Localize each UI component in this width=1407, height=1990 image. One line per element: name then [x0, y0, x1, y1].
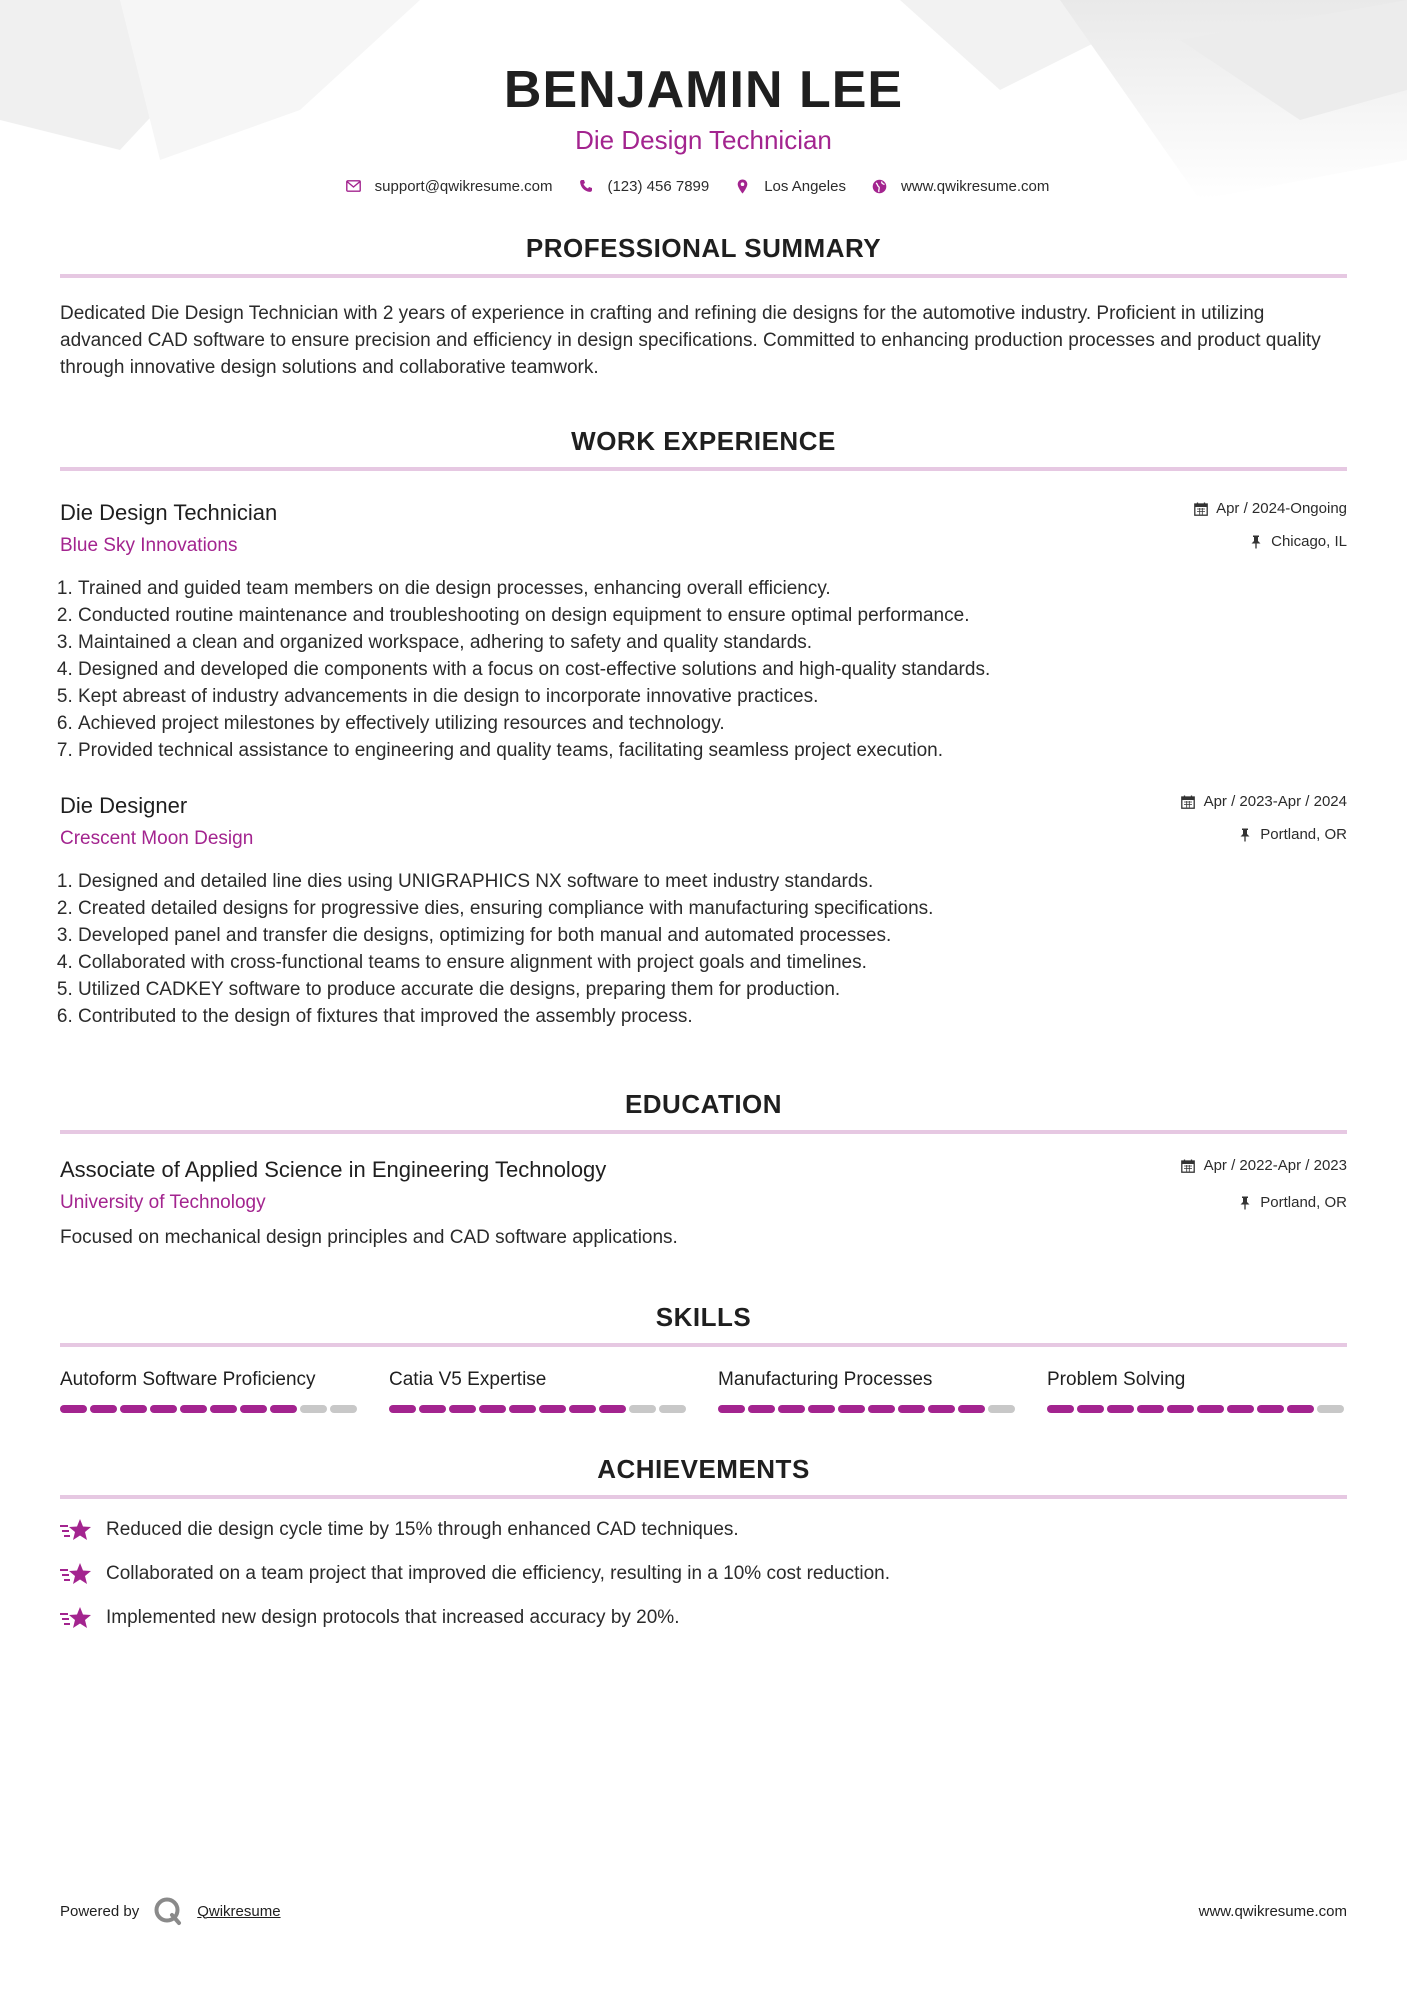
achievement-item — [60, 1605, 1347, 1631]
education-location: Portland, OR — [1260, 1194, 1347, 1211]
job-entry — [60, 792, 1347, 1030]
job-location: Chicago, IL — [1271, 533, 1347, 550]
skill-level-segment-filled — [419, 1405, 446, 1413]
skill-level-segment-filled — [1227, 1405, 1254, 1413]
skill-level-bar — [1047, 1405, 1347, 1413]
skill-level-bar — [389, 1405, 689, 1413]
contact-phone-text: (123) 456 7899 — [607, 177, 710, 195]
skill-level-segment-filled — [928, 1405, 955, 1413]
footer-website[interactable]: www.qwikresume.com — [1198, 1902, 1347, 1920]
job-dates: Apr / 2023-Apr / 2024 — [1203, 793, 1347, 810]
achievement-text: Implemented new design protocols that increased accuracy by 20%. — [106, 1607, 680, 1628]
contact-phone[interactable] — [578, 178, 709, 195]
pushpin-icon — [1237, 828, 1252, 843]
skill-level-segment-empty — [659, 1405, 686, 1413]
contact-email[interactable] — [346, 178, 553, 195]
skill-level-segment-filled — [449, 1405, 476, 1413]
skill-level-segment-filled — [389, 1405, 416, 1413]
degree-title: Associate of Applied Science in Engineering Technology — [60, 1157, 607, 1182]
list-item: 3. Developed panel and transfer die designs, optimizing for both manual and automated processes. — [78, 922, 1347, 949]
pushpin-icon — [1237, 1196, 1252, 1211]
powered-by-label: Powered by — [60, 1902, 140, 1920]
section-divider — [60, 1495, 1347, 1499]
candidate-name: BENJAMIN LEE — [503, 61, 904, 119]
skill-level-segment-filled — [958, 1405, 985, 1413]
education-dates: Apr / 2022-Apr / 2023 — [1203, 1157, 1347, 1174]
skills-section — [60, 1301, 1347, 1413]
skill-level-segment-filled — [509, 1405, 536, 1413]
summary-text: Dedicated Die Design Technician with 2 years of experience in crafting and refining die designs for the automotive industry. Proficient in utilizing advanced CAD software to ensure precision and efficiency in design specifications. Committed to enhancing production processes and product quality through innovative design solutions and collaborative teamwork. — [60, 303, 1321, 378]
skill-name: Autoform Software Proficiency — [60, 1369, 316, 1390]
skill-level-segment-filled — [838, 1405, 865, 1413]
list-item: 5. Kept abreast of industry advancements in die design to incorporate innovative practices. — [78, 683, 1347, 710]
experience-heading: WORK EXPERIENCE — [571, 426, 836, 456]
skill-item — [718, 1367, 1018, 1413]
contact-email-text: support@qwikresume.com — [374, 177, 553, 195]
skill-level-segment-empty — [330, 1405, 357, 1413]
calendar-icon — [1181, 1159, 1196, 1174]
list-item: 4. Collaborated with cross-functional teams to ensure alignment with project goals and timelines. — [78, 949, 1347, 976]
skill-level-segment-filled — [1287, 1405, 1314, 1413]
calendar-icon — [1181, 795, 1196, 810]
shooting-star-icon — [60, 1605, 92, 1631]
section-divider — [60, 1343, 1347, 1347]
skill-level-segment-filled — [539, 1405, 566, 1413]
skill-level-segment-filled — [599, 1405, 626, 1413]
job-company: Blue Sky Innovations — [60, 535, 238, 556]
skill-level-segment-empty — [300, 1405, 327, 1413]
education-section — [60, 1088, 1347, 1251]
list-item: 4. Designed and developed die components with a focus on cost-effective solutions and high-quality standards. — [78, 656, 1347, 683]
map-pin-icon — [735, 179, 750, 194]
job-location: Portland, OR — [1260, 826, 1347, 843]
qwikresume-logo-icon — [153, 1896, 183, 1926]
list-item: 3. Maintained a clean and organized workspace, adhering to safety and quality standards. — [78, 629, 1347, 656]
skill-level-segment-filled — [90, 1405, 117, 1413]
summary-section — [60, 232, 1347, 381]
list-item: 6. Achieved project milestones by effectively utilizing resources and technology. — [78, 710, 1347, 737]
calendar-icon — [1193, 502, 1208, 517]
job-title: Die Design Technician — [60, 500, 278, 525]
skill-level-segment-filled — [479, 1405, 506, 1413]
achievement-item — [60, 1561, 1347, 1587]
footer — [60, 1896, 1347, 1926]
skill-level-bar — [718, 1405, 1018, 1413]
skill-level-segment-filled — [120, 1405, 147, 1413]
contact-website-text: www.qwikresume.com — [900, 177, 1050, 195]
skill-item — [1047, 1367, 1347, 1413]
shooting-star-icon — [60, 1561, 92, 1587]
job-responsibilities — [60, 575, 1347, 764]
achievements-section — [60, 1453, 1347, 1631]
skill-level-segment-filled — [808, 1405, 835, 1413]
skill-level-segment-filled — [150, 1405, 177, 1413]
list-item: 6. Contributed to the design of fixtures that improved the assembly process. — [78, 1003, 1347, 1030]
skill-level-segment-filled — [748, 1405, 775, 1413]
skill-level-segment-filled — [1167, 1405, 1194, 1413]
skill-level-segment-filled — [270, 1405, 297, 1413]
pushpin-icon — [1248, 535, 1263, 550]
skill-level-segment-filled — [240, 1405, 267, 1413]
skill-level-segment-filled — [180, 1405, 207, 1413]
skill-level-segment-filled — [718, 1405, 745, 1413]
job-title: Die Designer — [60, 793, 188, 818]
achievement-text: Reduced die design cycle time by 15% through enhanced CAD techniques. — [106, 1519, 739, 1540]
contact-location-text: Los Angeles — [764, 177, 846, 195]
skill-level-segment-filled — [210, 1405, 237, 1413]
list-item: 1. Designed and detailed line dies using UNIGRAPHICS NX software to meet industry standards. — [78, 868, 1347, 895]
skill-level-segment-filled — [1137, 1405, 1164, 1413]
skill-name: Problem Solving — [1047, 1369, 1186, 1390]
achievement-text: Collaborated on a team project that improved die efficiency, resulting in a 10% cost reduction. — [106, 1563, 891, 1584]
skill-level-segment-filled — [1107, 1405, 1134, 1413]
skill-item — [389, 1367, 689, 1413]
envelope-icon — [346, 179, 361, 194]
job-dates: Apr / 2024-Ongoing — [1216, 500, 1347, 517]
education-entry — [60, 1156, 1347, 1251]
skills-list — [60, 1367, 1347, 1413]
list-item: 2. Conducted routine maintenance and troubleshooting on design equipment to ensure optimal performance. — [78, 602, 1347, 629]
list-item: 5. Utilized CADKEY software to produce accurate die designs, preparing them for production. — [78, 976, 1347, 1003]
skill-level-segment-filled — [60, 1405, 87, 1413]
globe-icon — [872, 179, 887, 194]
section-divider — [60, 1130, 1347, 1134]
skill-level-segment-filled — [778, 1405, 805, 1413]
achievements-heading: ACHIEVEMENTS — [597, 1454, 810, 1484]
shooting-star-icon — [60, 1517, 92, 1543]
contact-location — [735, 178, 846, 195]
education-heading: EDUCATION — [624, 1089, 783, 1119]
list-item: 2. Created detailed designs for progressive dies, ensuring compliance with manufacturing specifications. — [78, 895, 1347, 922]
qwikresume-link[interactable]: Qwikresume — [197, 1902, 281, 1920]
skill-level-segment-empty — [629, 1405, 656, 1413]
skill-level-segment-empty — [988, 1405, 1015, 1413]
summary-heading: PROFESSIONAL SUMMARY — [525, 233, 882, 263]
job-company: Crescent Moon Design — [60, 828, 254, 849]
contact-website[interactable] — [872, 178, 1049, 195]
candidate-role: Die Design Technician — [575, 125, 832, 155]
school-name: University of Technology — [60, 1192, 266, 1213]
skill-level-segment-filled — [1047, 1405, 1074, 1413]
section-divider — [60, 467, 1347, 471]
education-description: Focused on mechanical design principles and CAD software applications. — [60, 1227, 678, 1248]
achievement-item — [60, 1517, 1347, 1543]
job-entry — [60, 499, 1347, 764]
skill-level-segment-filled — [898, 1405, 925, 1413]
contact-bar — [60, 174, 1347, 198]
skill-level-segment-filled — [868, 1405, 895, 1413]
experience-section — [60, 425, 1347, 1030]
list-item: 7. Provided technical assistance to engineering and quality teams, facilitating seamless project execution. — [78, 737, 1347, 764]
phone-icon — [578, 179, 593, 194]
list-item: 1. Trained and guided team members on die design processes, enhancing overall efficiency. — [78, 575, 1347, 602]
job-responsibilities — [60, 868, 1347, 1030]
skill-level-segment-filled — [569, 1405, 596, 1413]
skill-name: Catia V5 Expertise — [389, 1369, 547, 1390]
skill-level-bar — [60, 1405, 360, 1413]
skill-item — [60, 1367, 360, 1413]
skill-name: Manufacturing Processes — [718, 1369, 933, 1390]
skill-level-segment-filled — [1197, 1405, 1224, 1413]
skill-level-segment-empty — [1317, 1405, 1344, 1413]
skill-level-segment-filled — [1257, 1405, 1284, 1413]
skills-heading: SKILLS — [655, 1302, 752, 1332]
section-divider — [60, 274, 1347, 278]
skill-level-segment-filled — [1077, 1405, 1104, 1413]
